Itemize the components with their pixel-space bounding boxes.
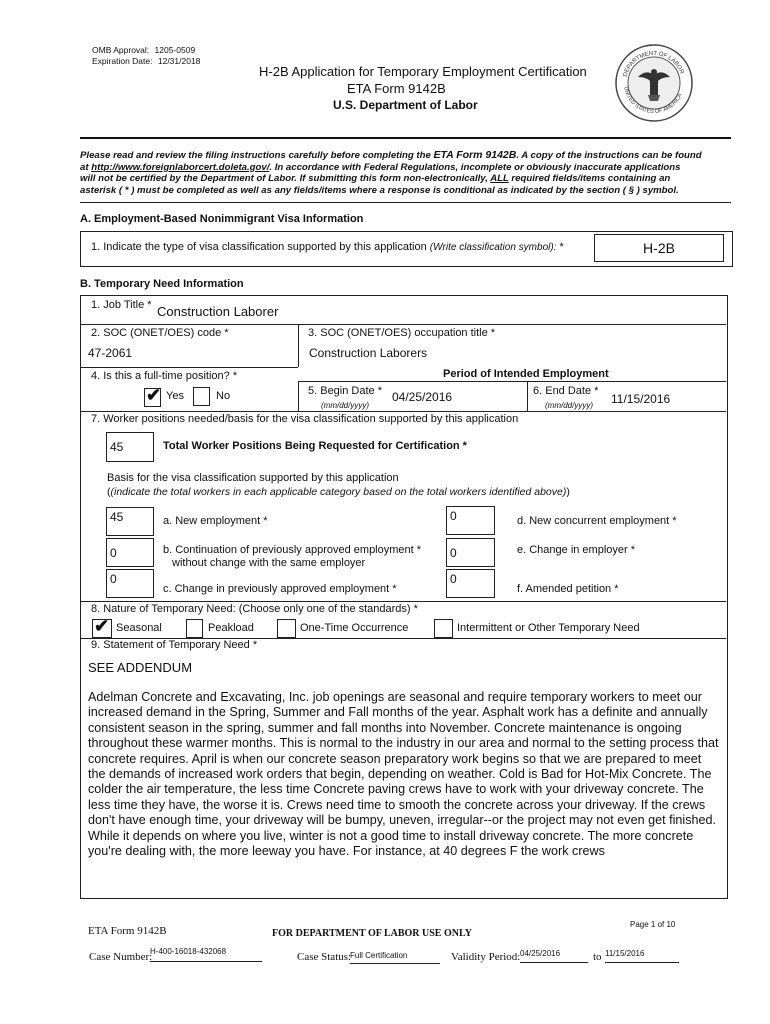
nature-need-label: 8. Nature of Temporary Need: (Choose only one of the standards) * xyxy=(91,603,418,615)
change-employer-label: e. Change in employer * xyxy=(517,544,636,556)
section-a-title: A. Employment-Based Nonimmigrant Visa Information xyxy=(80,213,364,225)
seasonal-label: Seasonal xyxy=(116,622,162,634)
case-status-value: Full Certification xyxy=(350,951,440,964)
statement-line: less time they have, the worse it is. Crews need time to smooth the concrete across your driveway. If the crews xyxy=(88,797,706,812)
continuation-label-2: without change with the same employer xyxy=(172,557,366,569)
concurrent-employment-input[interactable]: 0 xyxy=(446,506,495,535)
statement-line: the demands of increased work orders that begin, depending on weather. Cold is Bad for Hot-Mix Concrete. The xyxy=(88,767,712,782)
statement-heading: SEE ADDENDUM xyxy=(88,660,193,675)
end-date-input[interactable]: 11/15/2016 xyxy=(611,392,671,406)
end-date-hint: (mm/dd/yyyy) xyxy=(545,401,593,410)
basis-label: Basis for the visa classification supported by this application xyxy=(107,472,399,484)
instructions: Please read and review the filing instructions carefully before completing the ETA Form 9142B. A copy of the instructions can be found at http://www.foreignlaborcert.doleta.gov/. In accordance with Federal Regulations, incomplete or obviously inaccurate applications will not be certified by the Department of Labor. If submitting this form non-electronically, ALL required fields/items containing an asterisk ( * ) must be completed as well as any fields/items where a response is conditional as indicated by the section ( § ) symbol. xyxy=(80,149,702,196)
header-divider xyxy=(80,137,731,139)
concurrent-employment-label: d. New concurrent employment * xyxy=(517,515,677,527)
continuation-input[interactable]: 0 xyxy=(106,538,154,567)
one-time-checkbox[interactable] xyxy=(277,619,296,638)
statement-line: While it depends on where you live, winter is not a good time to install driveway concrete. The more concrete xyxy=(88,828,694,843)
statement-line: concrete requires. April is when our concrete season preparatory work begins so that we are prepared to meet xyxy=(88,751,702,766)
fulltime-yes-checkbox[interactable]: ✔ xyxy=(146,385,162,405)
page-number: Page 1 of 10 xyxy=(630,920,676,929)
amended-petition-input[interactable]: 0 xyxy=(446,569,495,598)
change-approved-input[interactable]: 0 xyxy=(106,569,154,598)
job-title-input[interactable]: Construction Laborer xyxy=(157,304,279,319)
total-workers-label: Total Worker Positions Being Requested for Certification * xyxy=(163,440,467,452)
one-time-label: One-Time Occurrence xyxy=(300,622,409,634)
visa-classification-input[interactable]: H-2B xyxy=(594,234,724,262)
amended-petition-label: f. Amended petition * xyxy=(517,583,619,595)
intermittent-label: Intermittent or Other Temporary Need xyxy=(457,622,640,634)
statement-line: throughout these warmer months. This is normal to the industry in our area and normal to the setting process that xyxy=(88,736,719,751)
total-workers-input[interactable]: 45 xyxy=(106,432,154,462)
case-number-value: H-400-16018-432068 xyxy=(150,947,262,962)
peakload-label: Peakload xyxy=(208,622,254,634)
dol-seal-icon xyxy=(614,43,694,123)
footer-form-name: ETA Form 9142B xyxy=(88,925,167,937)
worker-positions-label: 7. Worker positions needed/basis for the visa classification supported by this application xyxy=(91,413,519,425)
statement-line: consistent season in the spring, summer and fall months into November. Concrete maintenance is ongoing xyxy=(88,720,682,735)
form-name: ETA Form 9142B xyxy=(347,81,446,96)
section-b-title: B. Temporary Need Information xyxy=(80,278,244,290)
statement-line: increased demand in the Spring, Summer and Fall months of the year. Asphalt work has a definite and annually xyxy=(88,705,708,720)
statement-line: colder the air temperature, the less time Concrete paving crews have to work with your driveway concrete. The xyxy=(88,782,704,797)
fulltime-yes-label: Yes xyxy=(166,390,184,402)
statement-line: you're dealing with, the more leeway you have. For instance, at 40 degrees F the work crews xyxy=(88,844,605,859)
case-status-label: Case Status: xyxy=(297,951,352,963)
instructions-divider xyxy=(80,202,731,203)
instructions-link[interactable]: http://www.foreignlaborcert.doleta.gov/ xyxy=(91,161,270,173)
validity-to-label: to xyxy=(593,951,602,963)
new-employment-label: a. New employment * xyxy=(163,515,268,527)
statement-text[interactable] xyxy=(88,690,728,859)
department-name: U.S. Department of Labor xyxy=(333,98,478,112)
soc-code-input[interactable]: 47-2061 xyxy=(88,346,133,360)
fulltime-no-checkbox[interactable] xyxy=(193,387,210,406)
expiration-date: Expiration Date: 12/31/2018 xyxy=(92,56,201,66)
statement-label: 9. Statement of Temporary Need * xyxy=(91,639,258,651)
seal-bottom-text: UNITED STATES OF AMERICA xyxy=(622,86,684,116)
case-number-label: Case Number: xyxy=(89,951,153,963)
form-title: H-2B Application for Temporary Employment Certification xyxy=(259,64,587,79)
period-title: Period of Intended Employment xyxy=(443,368,609,380)
validity-to: 11/15/2016 xyxy=(605,949,679,963)
footer-dol-use: FOR DEPARTMENT OF LABOR USE ONLY xyxy=(272,928,472,939)
seal-top-text: DEPARTMENT OF LABOR xyxy=(622,50,685,78)
soc-code-label: 2. SOC (ONET/OES) code * xyxy=(91,327,229,339)
fulltime-no-label: No xyxy=(216,390,231,402)
continuation-label: b. Continuation of previously approved employment * xyxy=(163,544,422,556)
statement-line: don't have enough time, your driveway will be bumpy, uneven, irregular--or the project may not even get finished. xyxy=(88,813,716,828)
visa-classification-label: 1. Indicate the type of visa classification supported by this application (Write classification symbol): * xyxy=(91,241,564,253)
omb-approval: OMB Approval: 1205-0509 xyxy=(92,45,196,55)
change-employer-input[interactable]: 0 xyxy=(446,538,495,567)
begin-date-input[interactable]: 04/25/2016 xyxy=(392,390,453,404)
intermittent-checkbox[interactable] xyxy=(434,619,453,638)
validity-from: 04/25/2016 xyxy=(520,949,588,963)
begin-date-hint: (mm/dd/yyyy) xyxy=(321,401,369,410)
fulltime-label: 4. Is this a full-time position? * xyxy=(91,370,238,382)
soc-title-label: 3. SOC (ONET/OES) occupation title * xyxy=(308,327,496,339)
statement-line: Adelman Concrete and Excavating, Inc. job openings are seasonal and require temporary workers to meet our xyxy=(88,690,702,704)
seasonal-checkbox[interactable]: ✔ xyxy=(92,619,112,638)
new-employment-input[interactable]: 45 xyxy=(106,507,154,536)
job-title-label: 1. Job Title * xyxy=(91,299,152,311)
basis-hint: ((indicate the total workers in each applicable category based on the total workers identified above)) xyxy=(107,486,570,498)
change-approved-label: c. Change in previously approved employment * xyxy=(163,583,397,595)
soc-title-input[interactable]: Construction Laborers xyxy=(309,346,428,360)
validity-label: Validity Period: xyxy=(451,951,521,963)
peakload-checkbox[interactable] xyxy=(186,619,203,638)
end-date-label: 6. End Date * xyxy=(533,385,599,397)
begin-date-label: 5. Begin Date * xyxy=(308,385,382,397)
